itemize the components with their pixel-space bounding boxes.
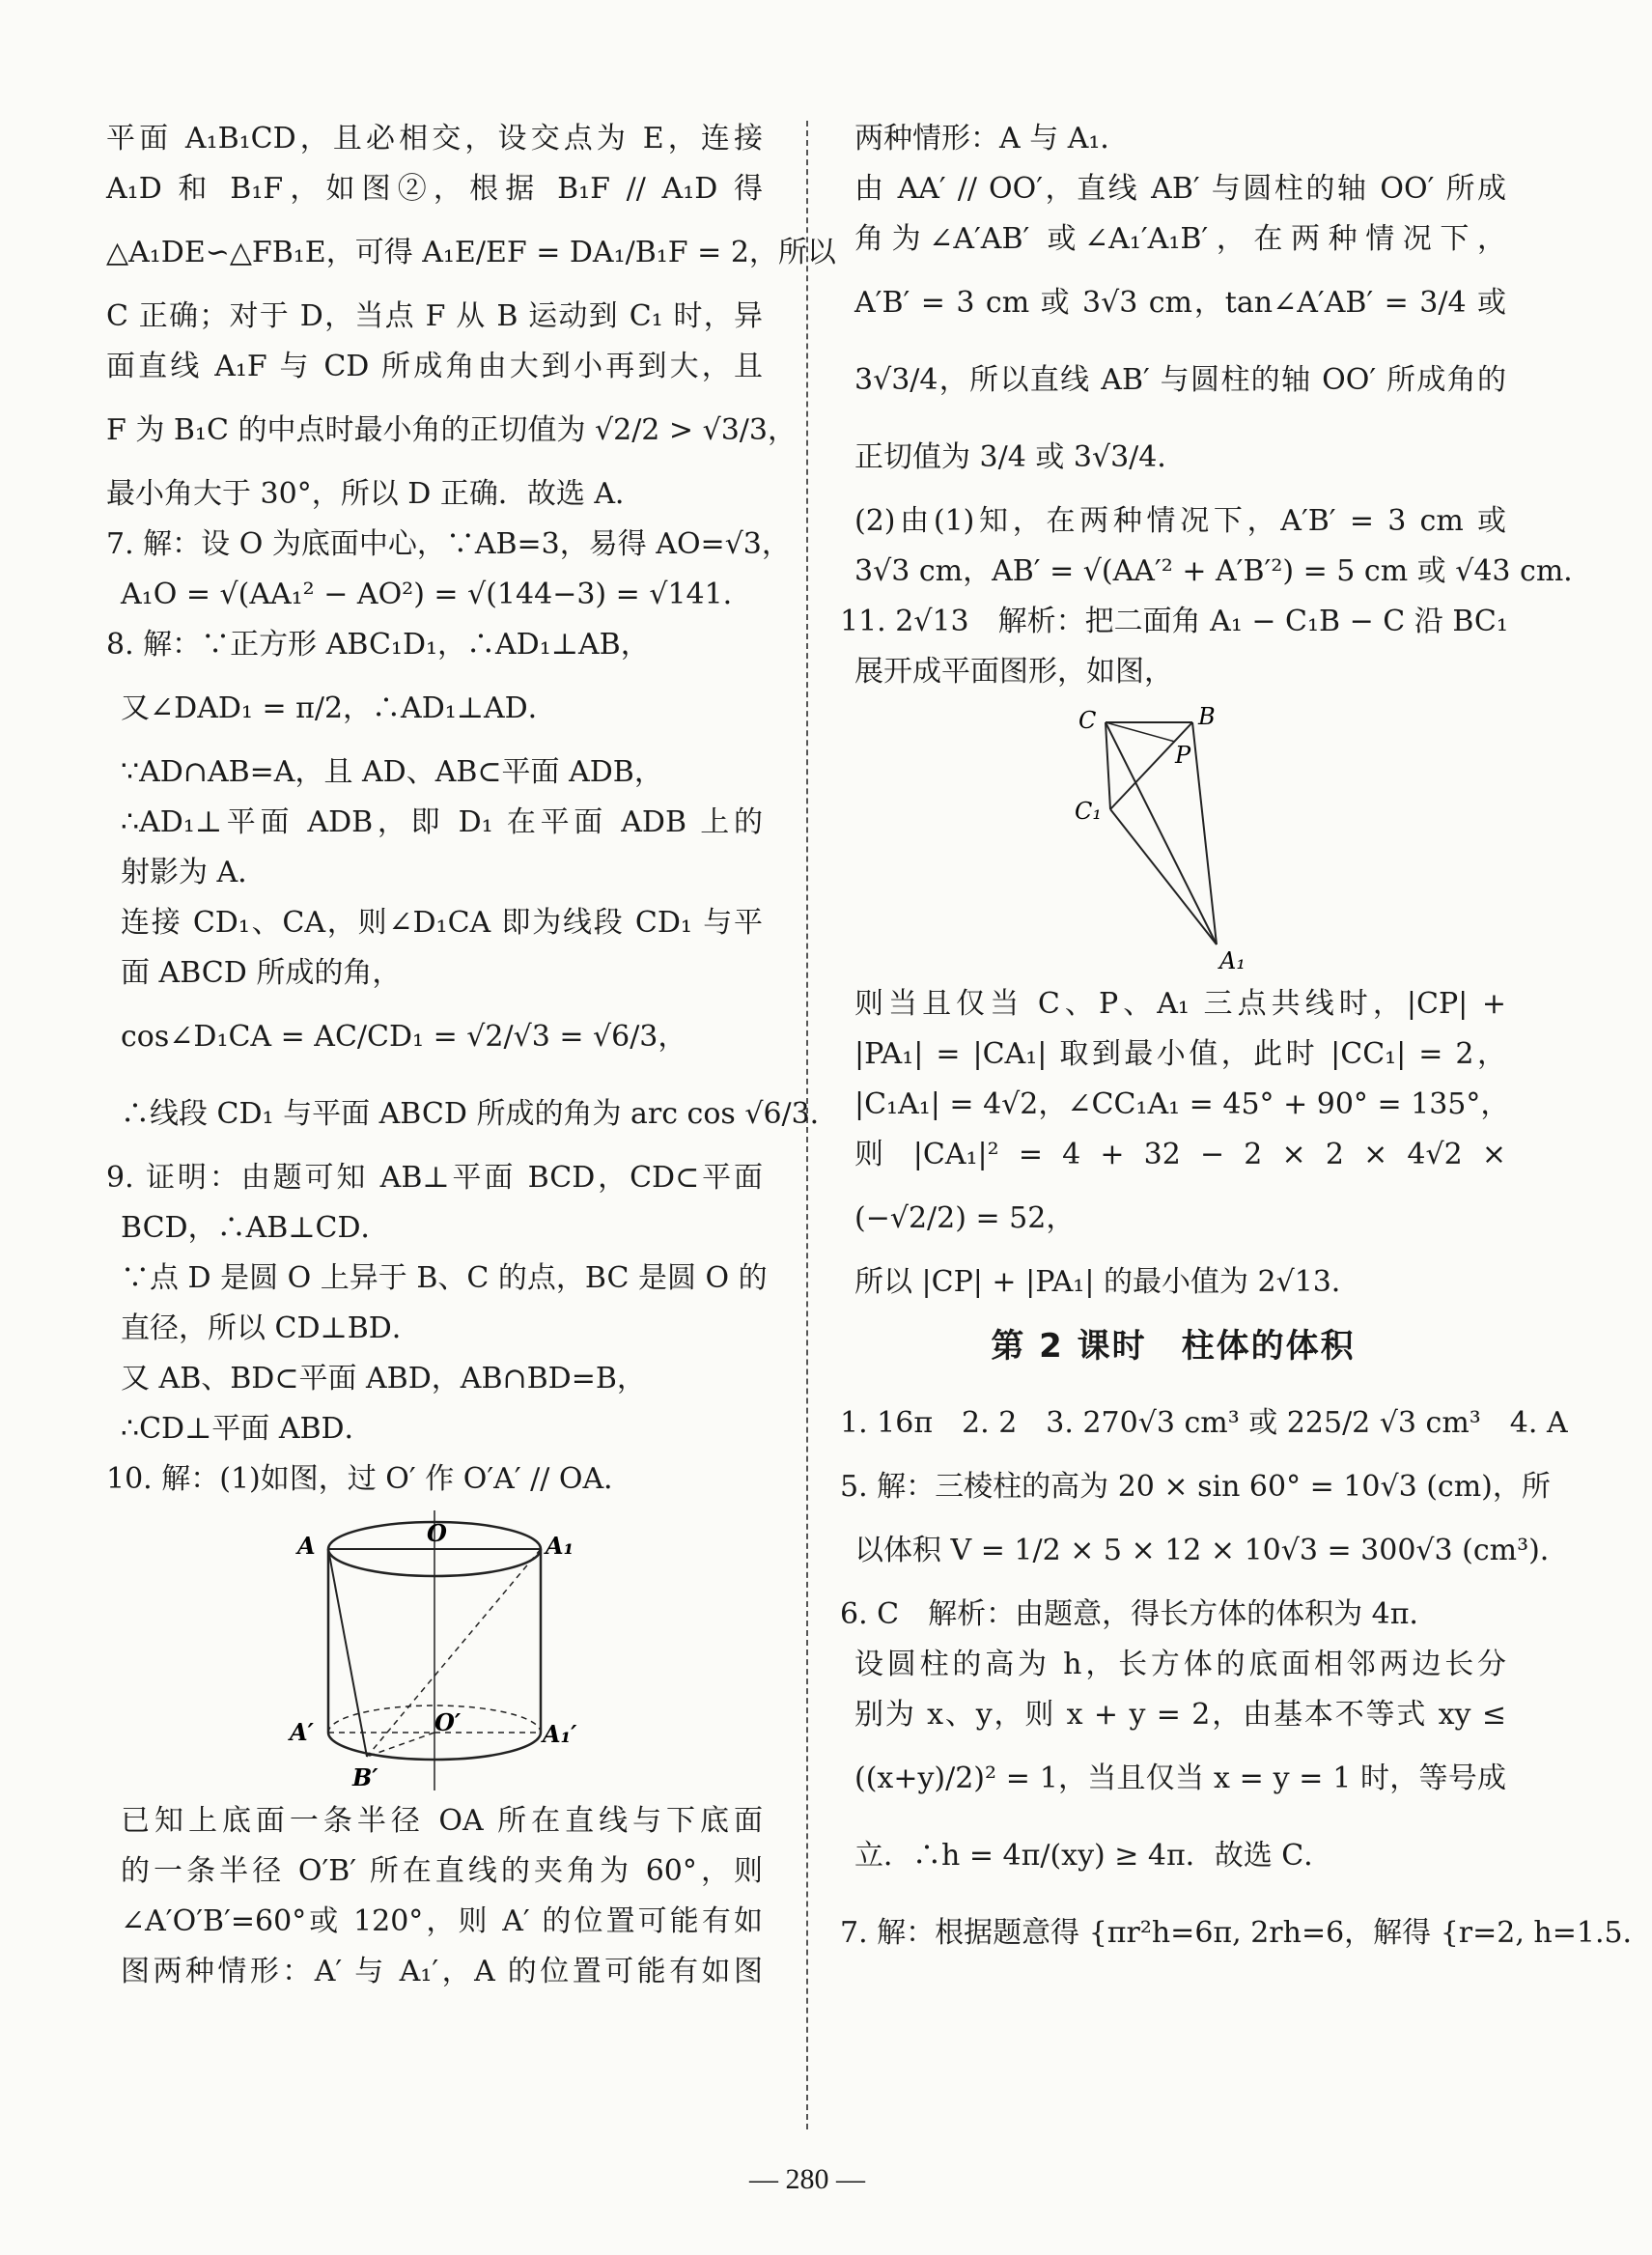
text-line: 图两种情形：A′ 与 A₁′，A 的位置可能有如图 [121, 1955, 763, 1988]
text-line: 平面 A₁B₁CD，且必相交，设交点为 E，连接 [106, 122, 763, 155]
text-line: △A₁DE∽△FB₁E，可得 A₁E/EF = DA₁/B₁F = 2，所以 [106, 236, 836, 269]
text-line: ((x+y)/2)² = 1，当且仅当 x = y = 1 时，等号成 [854, 1762, 1506, 1795]
text-line: cos∠D₁CA = AC/CD₁ = √2/√3 = √6/3， [121, 1020, 687, 1054]
text-line: A₁O = √(AA₁² − AO²) = √(144−3) = √141． [121, 578, 752, 611]
text-line: (2)由(1)知，在两种情况下，A′B′ = 3 cm 或 [854, 504, 1506, 538]
text-line: 3√3 cm，AB′ = √(AA′² + A′B′²) = 5 cm 或 √43 cm． [854, 554, 1593, 588]
text-line: A′B′ = 3 cm 或 3√3 cm，tan∠A′AB′ = 3/4 或 [854, 286, 1506, 320]
label-A1: A₁ [546, 1532, 574, 1560]
text-line: 以体积 V = 1/2 × 5 × 12 × 10√3 = 300√3 (cm³)． [854, 1534, 1569, 1567]
text-line: 又∠DAD₁ = π/2，∴AD₁⊥AD． [121, 691, 557, 725]
text-line: 两种情形：A 与 A₁． [854, 122, 1130, 155]
answer-8: 8. 解：∵正方形 ABC₁D₁，∴AD₁⊥AB， [106, 628, 650, 662]
text-line: 3√3/4，所以直线 AB′ 与圆柱的轴 OO′ 所成角的 [854, 363, 1506, 397]
text-line: 的一条半径 O′B′ 所在直线的夹角为 60°，则 [121, 1854, 763, 1888]
unfolded-dihedral-figure [1067, 703, 1279, 973]
label-O: O [427, 1519, 447, 1547]
text-line: 角为∠A′AB′ 或∠A₁′A₁B′，在两种情况下， [854, 222, 1506, 256]
answer-11: 11. 2√13 解析：把二面角 A₁ − C₁B − C 沿 BC₁ [840, 605, 1508, 638]
text-line: ∴线段 CD₁ 与平面 ABCD 所成的角为 arc cos √6/3． [121, 1097, 839, 1131]
answer-9: 9. 证明：由题可知 AB⊥平面 BCD，CD⊂平面 [106, 1161, 763, 1195]
text-line: 直径，所以 CD⊥BD． [121, 1311, 421, 1345]
answer-10: 10. 解：(1)如图，过 O′ 作 O′A′ // OA． [106, 1462, 633, 1496]
right-column [840, 114, 1652, 1972]
label-A-prime: A′ [290, 1718, 314, 1746]
cylinder-figure [290, 1510, 579, 1790]
text-line: 面直线 A₁F 与 CD 所成角由大到小再到大，且 [106, 350, 763, 383]
text-line: 立．∴h = 4π/(xy) ≥ 4π．故选 C． [854, 1839, 1333, 1873]
text-line: ∴CD⊥平面 ABD． [121, 1412, 374, 1446]
text-line: 最小角大于 30°，所以 D 正确．故选 A． [106, 477, 645, 511]
text-line: 又 AB、BD⊂平面 ABD，AB∩BD=B， [121, 1362, 646, 1395]
answer-5: 5. 解：三棱柱的高为 20 × sin 60° = 10√3 (cm)，所 [840, 1470, 1551, 1504]
text-line: 正切值为 3/4 或 3√3/4． [854, 440, 1187, 474]
label-B: B [1198, 703, 1216, 730]
answers-1-4: 1. 16π 2. 2 3. 270√3 cm³ 或 225/2 √3 cm³ 4. A [840, 1406, 1568, 1440]
left-column [106, 114, 839, 1997]
text-line: 由 AA′ // OO′，直线 AB′ 与圆柱的轴 OO′ 所成 [854, 172, 1506, 206]
text-line: F 为 B₁C 的中点时最小角的正切值为 √2/2 > √3/3， [106, 413, 797, 447]
text-line: 已知上底面一条半径 OA 所在直线与下底面 [121, 1804, 763, 1838]
text-line: 则 |CA₁|² = 4 + 32 − 2 × 2 × 4√2 × [854, 1138, 1506, 1171]
label-A: A [297, 1532, 316, 1560]
label-P: P [1175, 742, 1191, 769]
text-line: 别为 x、y，则 x + y = 2，由基本不等式 xy ≤ [854, 1698, 1506, 1732]
label-A1: A₁ [1219, 947, 1246, 974]
text-line: 所以 |CP| + |PA₁| 的最小值为 2√13． [854, 1265, 1360, 1299]
label-C: C [1078, 707, 1097, 734]
answer-6: 6. C 解析：由题意，得长方体的体积为 4π． [840, 1597, 1439, 1631]
answer-7: 7. 解：设 O 为底面中心，∵AB=3，易得 AO=√3， [106, 527, 791, 561]
text-line: 设圆柱的高为 h，长方体的底面相邻两边长分 [854, 1648, 1506, 1681]
text-line: ∠A′O′B′=60°或 120°，则 A′ 的位置可能有如 [121, 1904, 763, 1938]
text-line: 则当且仅当 C、P、A₁ 三点共线时，|CP| + [854, 987, 1506, 1021]
text-line: ∴AD₁⊥平面 ADB，即 D₁ 在平面 ADB 上的 [121, 805, 763, 839]
label-A1-prime: A₁′ [543, 1720, 577, 1748]
text-line: 连接 CD₁、CA，则∠D₁CA 即为线段 CD₁ 与平 [121, 906, 763, 940]
text-line: |PA₁| = |CA₁| 取到最小值，此时 |CC₁| = 2， [854, 1037, 1506, 1071]
text-line: 面 ABCD 所成的角， [121, 956, 402, 990]
label-B-prime: B′ [352, 1763, 378, 1791]
text-line: ∵点 D 是圆 O 上异于 B、C 的点，BC 是圆 O 的 [121, 1261, 768, 1295]
text-line: (−√2/2) = 52， [854, 1201, 1076, 1235]
text-line: BCD，∴AB⊥CD． [121, 1211, 390, 1245]
label-O-prime: O′ [434, 1708, 462, 1736]
section-title: 第 2 课时 柱体的体积 [991, 1327, 1356, 1366]
text-line: C 正确；对于 D，当点 F 从 B 运动到 C₁ 时，异 [106, 299, 763, 333]
page-number: — 280 — [749, 2163, 865, 2195]
label-C1: C₁ [1075, 798, 1102, 825]
answer-7-cylinder: 7. 解：根据题意得 {πr²h=6π, 2rh=6，解得 {r=2, h=1.5． [840, 1916, 1652, 1950]
text-line: 展开成平面图形，如图， [854, 655, 1173, 689]
text-line: A₁D 和 B₁F，如图②，根据 B₁F // A₁D 得 [106, 172, 763, 206]
text-line: ∵AD∩AB=A，且 AD、AB⊂平面 ADB， [121, 755, 663, 789]
text-line: 射影为 A． [121, 856, 267, 889]
text-line: |C₁A₁| = 4√2，∠CC₁A₁ = 45° + 90° = 135°， [854, 1087, 1510, 1121]
